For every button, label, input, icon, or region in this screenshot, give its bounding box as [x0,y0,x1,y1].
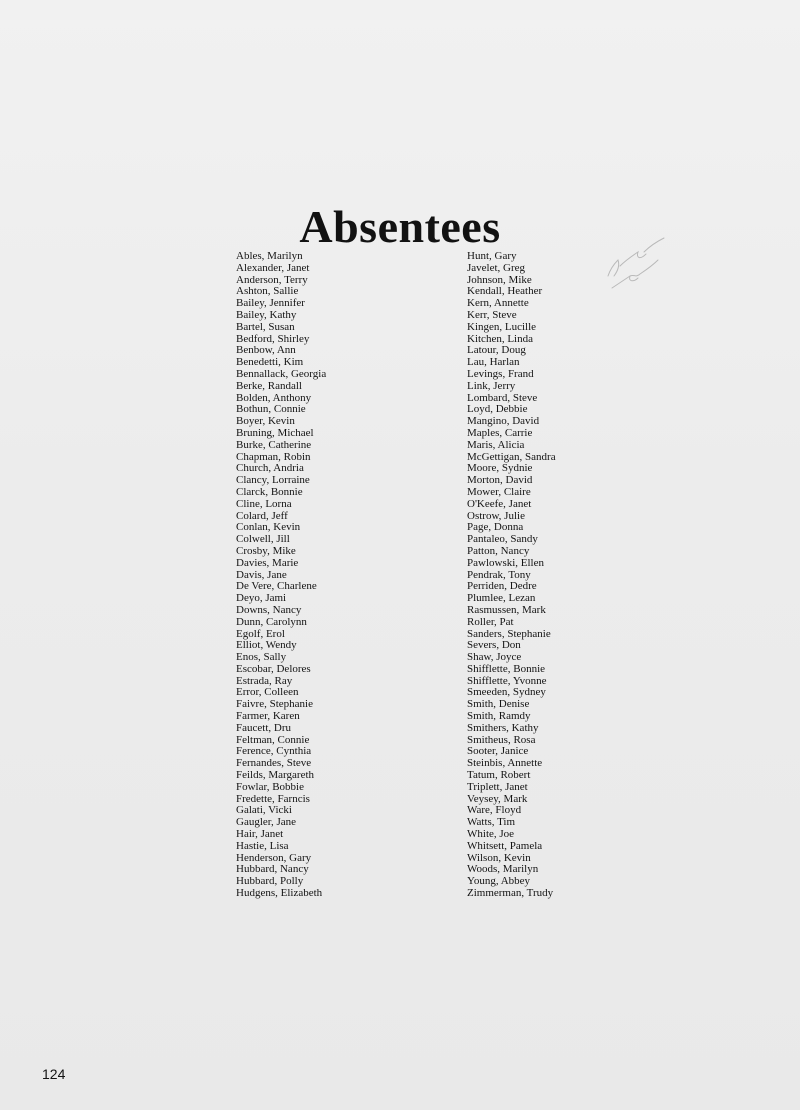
absentee-name: Enos, Sally [236,651,287,664]
absentee-name: Shifflette, Yvonne [467,674,547,687]
absentee-name: Egolf, Erol [236,627,285,640]
absentee-name: Johnson, Mike [467,273,532,286]
absentee-name: Colwell, Jill [236,533,290,546]
absentee-name: Kitchen, Linda [467,332,533,345]
absentee-name: Davies, Marie [236,556,299,569]
absentee-name: Hair, Janet [236,828,284,841]
absentee-name: Clarck, Bonnie [236,485,303,498]
absentee-name: Chapman, Robin [236,450,311,463]
absentee-name: Faucett, Dru [236,721,291,734]
absentee-name: Shifflette, Bonnie [467,662,546,675]
absentee-name: Feltman, Connie [236,733,310,746]
absentee-name: Boyer, Kevin [236,415,295,428]
absentee-name: Anderson, Terry [236,273,308,286]
absentee-name: Moore, Sydnie [467,462,533,475]
absentee-name: Latour, Doug [467,344,526,357]
absentee-name: Cline, Lorna [236,497,292,510]
absentee-name: Fredette, Farncis [236,792,310,805]
absentee-name: Patton, Nancy [467,544,530,557]
absentee-name: Sooter, Janice [467,745,529,758]
absentee-name: Loyd, Debbie [467,403,528,416]
absentee-name: Alexander, Janet [236,261,310,274]
absentee-name: Bennallack, Georgia [236,367,327,380]
absentee-name: Bartel, Susan [236,320,295,333]
absentee-name: Deyo, Jami [236,592,287,605]
absentee-name: Link, Jerry [467,379,516,392]
absentee-name: Ables, Marilyn [236,250,303,262]
absentee-name: Ference, Cynthia [236,745,312,758]
absentee-name: Maris, Alicia [467,438,525,451]
absentee-name: Error, Colleen [236,686,299,699]
absentee-name: Pawlowski, Ellen [467,556,544,569]
absentee-name: Ware, Floyd [467,804,522,817]
absentee-name: Hubbard, Polly [236,875,304,888]
absentee-name: Feilds, Margareth [236,769,315,782]
absentee-name: Benbow, Ann [236,344,296,357]
absentee-name: Triplett, Janet [467,780,528,793]
absentee-name: Ashton, Sallie [236,285,299,298]
absentee-name: Levings, Frand [467,367,534,380]
absentee-name: Colard, Jeff [236,509,288,522]
absentee-name: Kern, Annette [467,297,529,310]
absentee-name: Mangino, David [467,415,540,428]
page-number: 124 [42,1066,66,1082]
absentee-name: Page, Donna [467,521,524,534]
pencil-signature [600,230,680,300]
absentee-name: Young, Abbey [467,875,531,888]
page-title: Absentees [299,200,501,252]
absentee-name: Kingen, Lucille [467,320,537,333]
absentee-name: Fowlar, Bobbie [236,780,304,793]
absentee-name: O'Keefe, Janet [467,497,532,510]
absentee-name: Bedford, Shirley [236,332,310,345]
absentee-name: Roller, Pat [467,615,514,628]
absentee-name: Tatum, Robert [467,769,531,782]
absentee-name: Dunn, Carolynn [236,615,307,628]
absentee-name: Plumlee, Lezan [467,592,536,605]
absentee-name: Veysey, Mark [467,792,528,805]
absentee-name: Gaugler, Jane [236,816,297,829]
absentee-name: Benedetti, Kim [236,356,304,369]
absentee-name: Bothun, Connie [236,403,306,416]
absentee-name: Bolden, Anthony [236,391,312,404]
absentee-name: Smith, Denise [467,698,530,711]
absentee-name: Conlan, Kevin [236,521,301,534]
absentee-name: Kerr, Steve [467,308,517,321]
absentee-name: Henderson, Gary [236,851,312,864]
absentee-name: Woods, Marilyn [467,863,539,876]
absentee-name: Berke, Randall [236,379,302,392]
absentee-name: Mower, Claire [467,485,531,498]
absentee-name: Watts, Tim [467,816,516,829]
absentee-name: Smeeden, Sydney [467,686,546,699]
absentee-name: McGettigan, Sandra [467,450,556,463]
absentee-name: Bailey, Jennifer [236,297,305,310]
absentee-name: Crosby, Mike [236,544,296,557]
absentee-name: Whitsett, Pamela [467,839,543,852]
absentee-name: Burke, Catherine [236,438,312,451]
absentee-name: Ostrow, Julie [467,509,525,522]
absentee-name: Church, Andria [236,462,304,475]
absentee-list-left [236,251,326,900]
absentee-name: De Vere, Charlene [236,580,317,593]
absentee-name: Estrada, Ray [236,674,293,687]
absentee-name: Clancy, Lorraine [236,474,310,487]
absentee-name: Farmer, Karen [236,710,300,723]
absentee-name: Hunt, Gary [467,250,517,262]
absentee-name: Hudgens, Elizabeth [236,887,323,900]
absentee-name: Smithers, Kathy [467,721,539,734]
absentee-name: Fernandes, Steve [236,757,312,770]
absentee-name: Hastie, Lisa [236,839,289,852]
absentee-name: Downs, Nancy [236,603,302,616]
absentee-name: Steinbis, Annette [467,757,543,770]
absentee-name: Kendall, Heather [467,285,543,298]
absentee-name: Pendrak, Tony [467,568,531,581]
absentee-name: Hubbard, Nancy [236,863,309,876]
absentee-name: Sanders, Stephanie [467,627,551,640]
absentee-name: Pantaleo, Sandy [467,533,538,546]
absentee-name: Lombard, Steve [467,391,538,404]
absentee-name: Elliot, Wendy [236,639,297,652]
absentee-name: Morton, David [467,474,533,487]
absentee-name: Shaw, Joyce [467,651,522,664]
absentee-name: Rasmussen, Mark [467,603,546,616]
absentee-name: Javelet, Greg [467,261,526,274]
absentee-name: Galati, Vicki [236,804,292,817]
absentee-name: Davis, Jane [236,568,287,581]
absentee-name: Zimmerman, Trudy [467,887,554,900]
absentee-name: Smith, Ramdy [467,710,531,723]
absentee-name: Bailey, Kathy [236,308,297,321]
absentee-name: White, Joe [467,828,515,841]
absentee-name: Bruning, Michael [236,426,314,439]
absentee-name: Escobar, Delores [236,662,311,675]
absentee-name: Faivre, Stephanie [236,698,313,711]
absentee-name: Wilson, Kevin [467,851,531,864]
absentee-name: Lau, Harlan [467,356,520,369]
absentee-list-right [467,251,556,900]
absentee-name: Maples, Carrie [467,426,533,439]
absentee-name: Severs, Don [467,639,521,652]
absentee-name: Smitheus, Rosa [467,733,536,746]
absentee-name: Perriden, Dedre [467,580,537,593]
